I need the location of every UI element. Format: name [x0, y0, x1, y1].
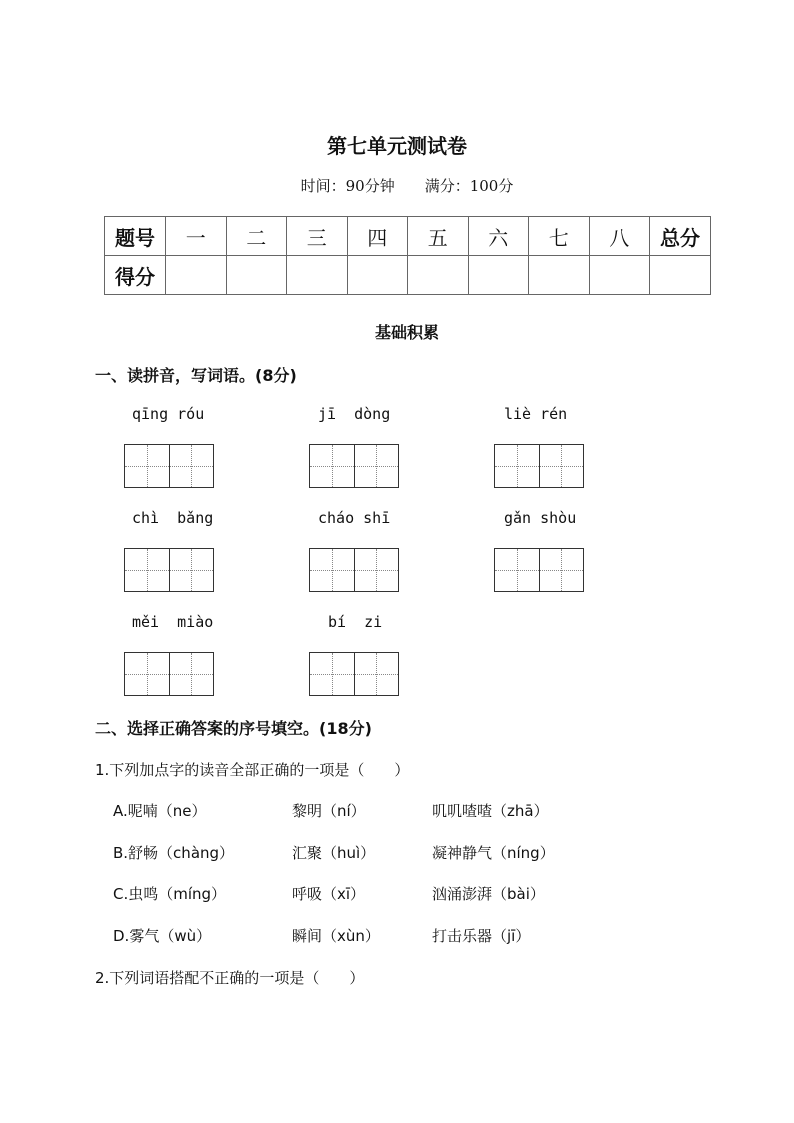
- score-table-score-row: [105, 256, 711, 295]
- option-c-item-1[interactable]: C.虫鸣（míng）: [113, 885, 227, 903]
- score-row-label: 得分: [105, 256, 166, 295]
- score-table-cell: 八: [589, 217, 650, 256]
- score-table: [104, 216, 711, 295]
- score-table-cell: 题号: [105, 217, 166, 256]
- writing-grid[interactable]: [494, 444, 584, 488]
- writing-grid[interactable]: [124, 444, 214, 488]
- exam-meta: [0, 175, 794, 196]
- score-table-cell: 四: [347, 217, 408, 256]
- part2-heading: 二、选择正确答案的序号填空。(18分): [95, 719, 372, 738]
- pinyin-label: jī dòng: [318, 405, 391, 423]
- score-input-cell[interactable]: [226, 256, 287, 295]
- score-input-cell[interactable]: [468, 256, 529, 295]
- question-1: 1.下列加点字的读音全部正确的一项是（ ）: [95, 761, 410, 779]
- option-c-item-2: 呼吸（xī）: [292, 885, 366, 903]
- score-input-cell[interactable]: [166, 256, 227, 295]
- option-b-item-1[interactable]: B.舒畅（chàng）: [113, 844, 235, 862]
- question-2: 2.下列词语搭配不正确的一项是（ ）: [95, 969, 365, 987]
- score-table-cell: 五: [408, 217, 469, 256]
- option-a-item-2: 黎明（ní）: [292, 802, 366, 820]
- writing-grid[interactable]: [494, 548, 584, 592]
- pinyin-label: gǎn shòu: [504, 509, 577, 527]
- pinyin-label: chì bǎng: [132, 509, 214, 527]
- pinyin-label: qīng róu: [132, 405, 205, 423]
- part1-heading: 一、读拼音，写词语。(8分): [95, 366, 297, 385]
- option-b-item-2: 汇聚（huì）: [292, 844, 376, 862]
- score-table-cell: 三: [287, 217, 348, 256]
- score-input-cell[interactable]: [287, 256, 348, 295]
- page-title: 第七单元测试卷: [327, 134, 467, 158]
- writing-grid[interactable]: [124, 548, 214, 592]
- score-input-cell[interactable]: [529, 256, 590, 295]
- writing-grid[interactable]: [124, 652, 214, 696]
- full-score: 满分：100分: [424, 177, 514, 195]
- time-limit: 时间：90分钟: [300, 177, 395, 195]
- score-table-cell: 二: [226, 217, 287, 256]
- score-input-cell[interactable]: [589, 256, 650, 295]
- score-input-cell[interactable]: [650, 256, 711, 295]
- writing-grid[interactable]: [309, 652, 399, 696]
- option-d-item-3: 打击乐器（jī）: [432, 927, 531, 945]
- score-input-cell[interactable]: [408, 256, 469, 295]
- writing-grid[interactable]: [309, 444, 399, 488]
- option-d-item-2: 瞬间（xùn）: [292, 927, 380, 945]
- option-a-item-3: 叽叽喳喳（zhā）: [432, 802, 549, 820]
- score-table-cell: 七: [529, 217, 590, 256]
- score-table-cell: 总分: [650, 217, 711, 256]
- pinyin-label: liè rén: [504, 405, 568, 423]
- score-table-header-row: [105, 217, 711, 256]
- pinyin-label: bí zi: [328, 613, 383, 631]
- score-input-cell[interactable]: [347, 256, 408, 295]
- score-table-cell: 一: [166, 217, 227, 256]
- option-c-item-3: 汹涌澎湃（bài）: [432, 885, 545, 903]
- option-b-item-3: 凝神静气（níng）: [432, 844, 555, 862]
- pinyin-label: měi miào: [132, 613, 214, 631]
- option-a-item-1[interactable]: A.呢喃（ne）: [113, 802, 207, 820]
- section-title: 基础积累: [374, 323, 439, 342]
- option-d-item-1[interactable]: D.雾气（wù）: [113, 927, 212, 945]
- writing-grid[interactable]: [309, 548, 399, 592]
- pinyin-label: cháo shī: [318, 509, 391, 527]
- score-table-cell: 六: [468, 217, 529, 256]
